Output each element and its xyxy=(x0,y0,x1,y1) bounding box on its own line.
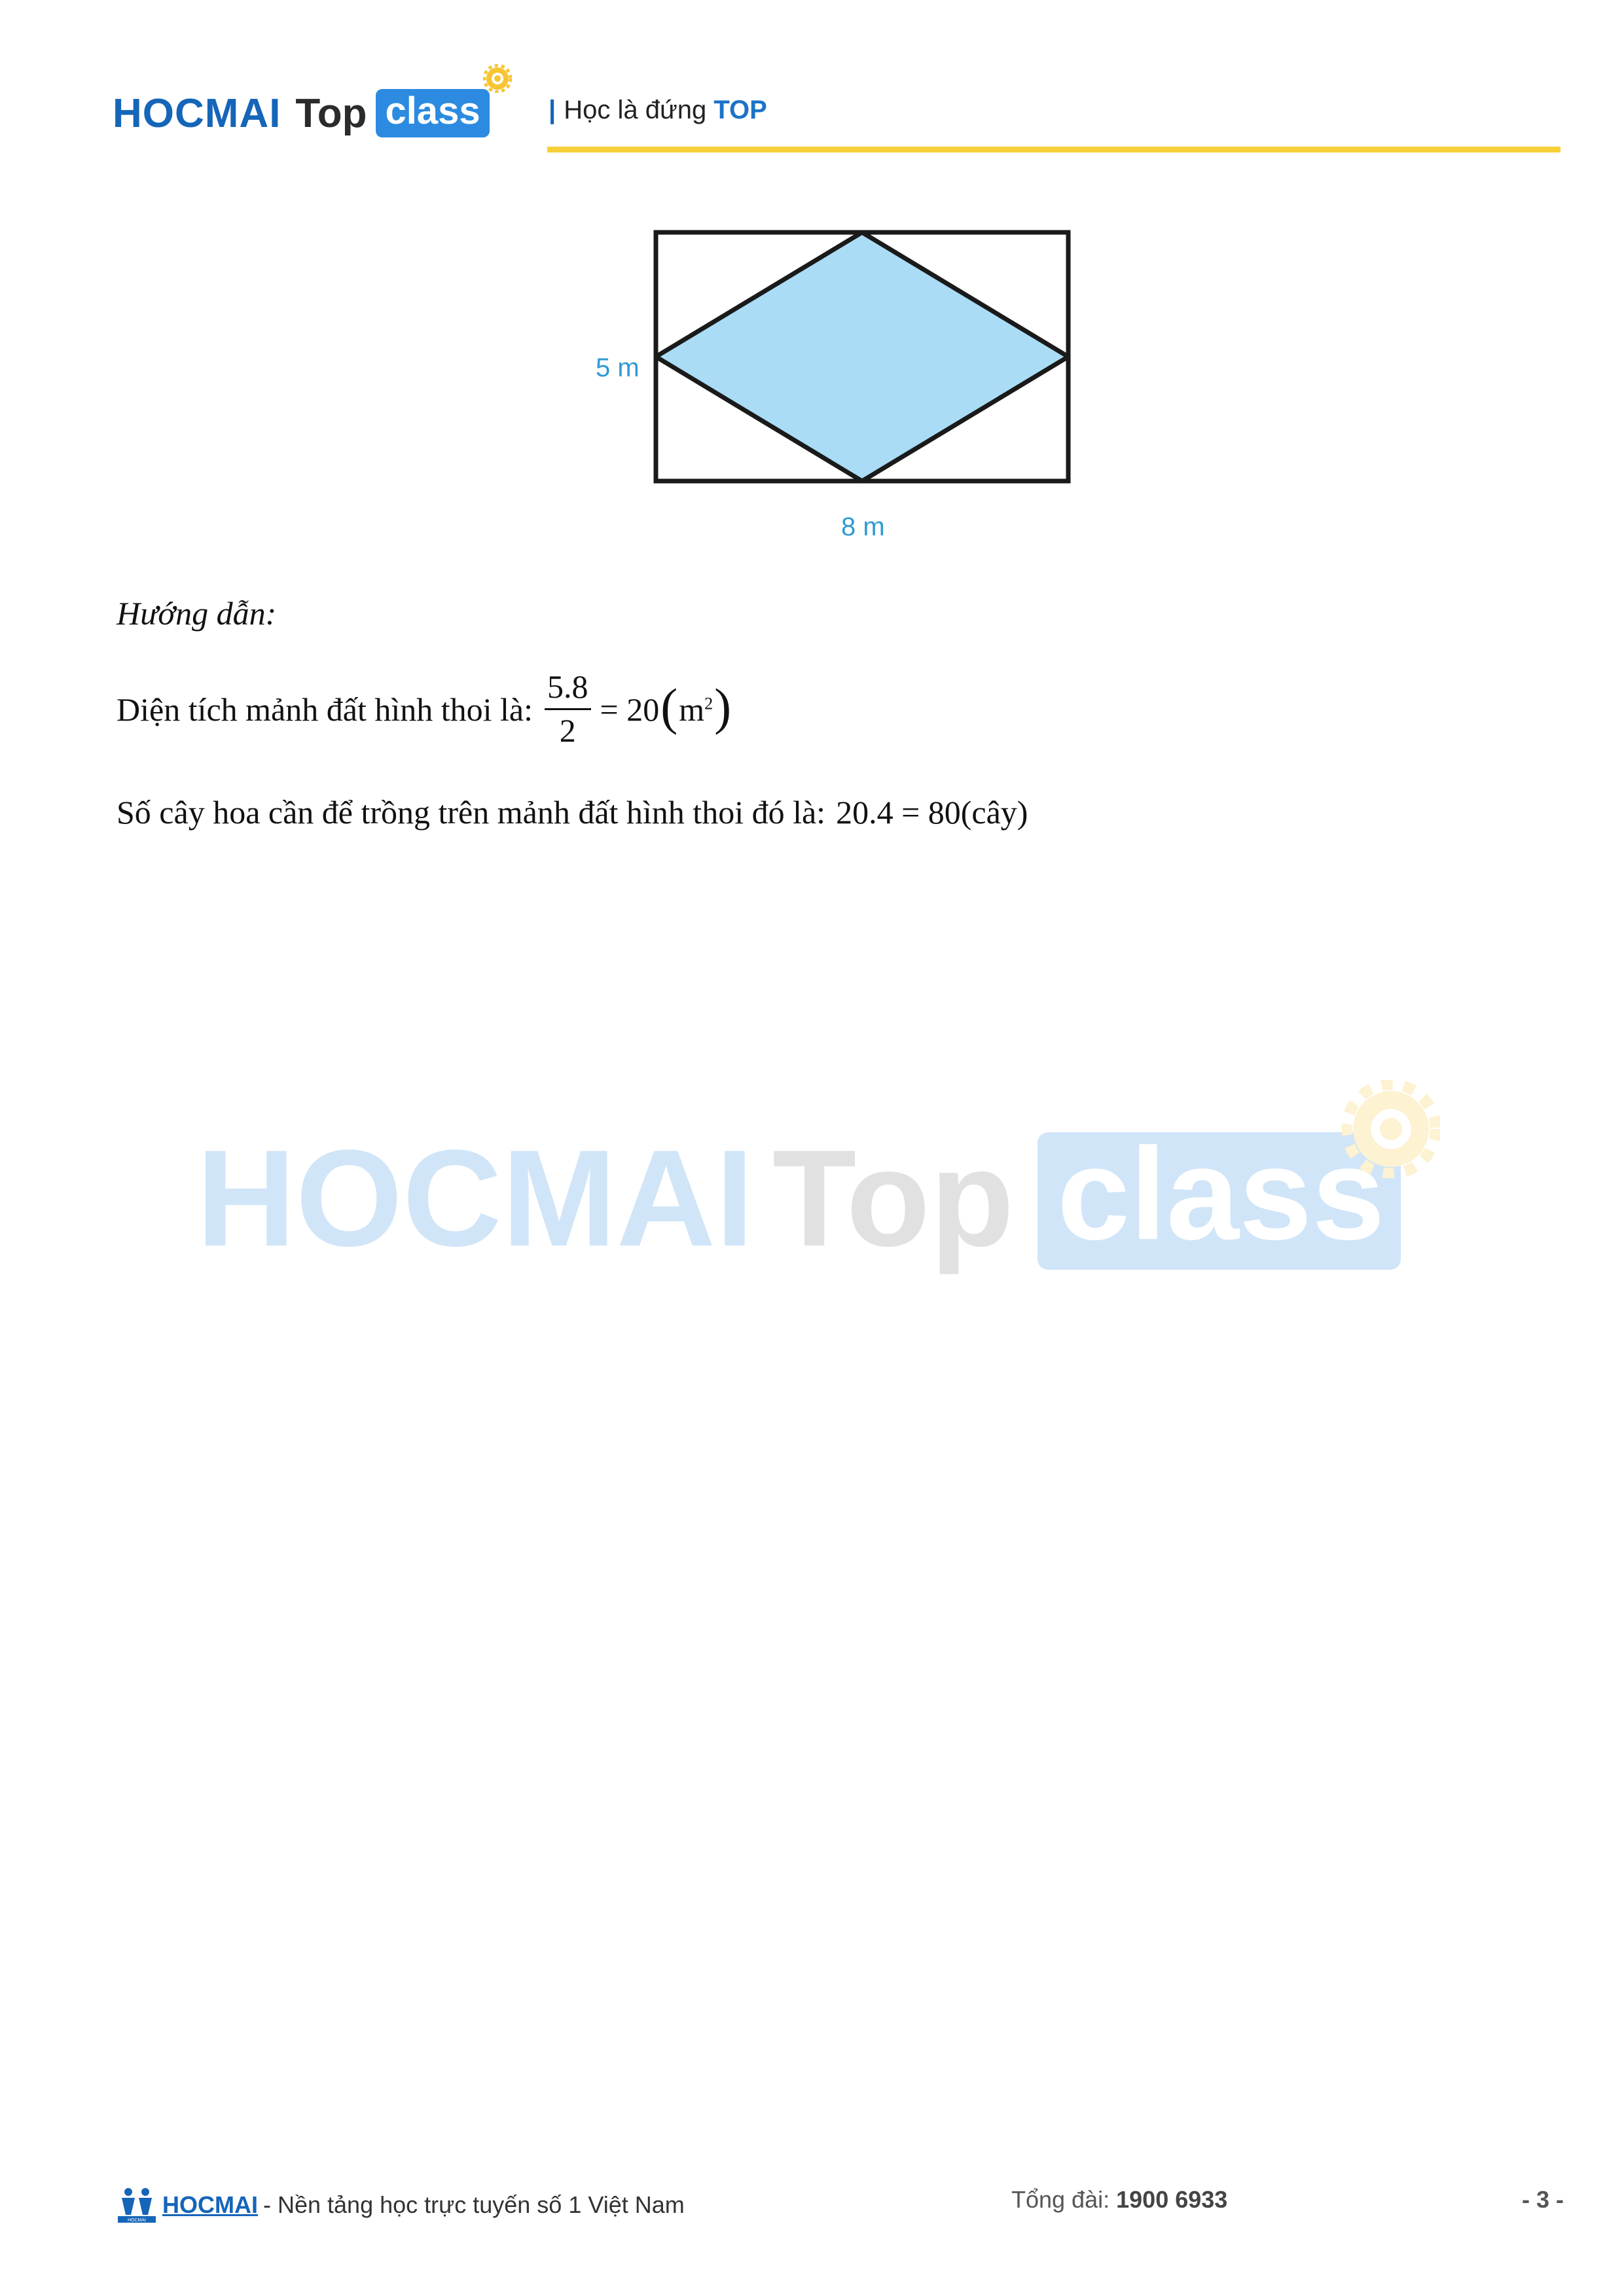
flower-count-text: Số cây hoa cần để trồng trên mảnh đất hình thoi đó là: xyxy=(117,794,826,831)
footer-brand-link[interactable]: HOCMAI xyxy=(162,2191,258,2218)
watermark-gear-icon xyxy=(1342,1080,1440,1178)
tagline-highlight: TOP xyxy=(713,96,767,124)
hotline-label: Tổng đài: xyxy=(1011,2186,1110,2213)
open-paren: ( xyxy=(660,677,678,735)
area-unit-exponent: 2 xyxy=(704,693,713,713)
tagline-divider: | xyxy=(549,96,556,124)
flower-count-expression: 20.4 = 80 xyxy=(836,794,961,831)
watermark-top: Top xyxy=(772,1121,1015,1275)
area-calculation-line xyxy=(117,668,732,751)
logo-class-text: class xyxy=(385,90,480,132)
footer-icon-caption: HOCMAI xyxy=(128,2218,146,2223)
footer-hotline xyxy=(1011,2186,1227,2214)
logo-top-text: Top xyxy=(295,90,367,136)
close-paren: ) xyxy=(714,677,732,735)
header-rule xyxy=(547,147,1561,152)
area-calculation-text: Diện tích mảnh đất hình thoi là: xyxy=(117,691,533,728)
fraction-denominator: 2 xyxy=(559,712,576,749)
header-tagline xyxy=(549,96,767,125)
area-result: = 20 xyxy=(600,691,660,728)
width-label: 8 m xyxy=(841,512,885,541)
area-unit xyxy=(679,691,713,728)
watermark-class: class xyxy=(1057,1121,1385,1267)
area-fraction xyxy=(545,668,591,751)
logo-hocmai-text: HOCMAI xyxy=(113,90,281,136)
page-number: - 3 - xyxy=(1522,2186,1564,2213)
logo-class-badge xyxy=(376,89,489,137)
height-label: 5 m xyxy=(596,353,640,382)
watermark-logo xyxy=(196,1080,1453,1289)
fraction-numerator: 5.8 xyxy=(545,668,591,710)
flower-count-unit: (cây) xyxy=(960,794,1028,831)
hotline-number: 1900 6933 xyxy=(1116,2186,1228,2213)
tagline-prefix: Học là đứng xyxy=(564,96,707,124)
footer-tagline: - Nền tảng học trực tuyến số 1 Việt Nam xyxy=(263,2191,685,2218)
area-unit-base: m xyxy=(679,691,705,728)
hocmai-people-icon xyxy=(117,2186,157,2224)
hocmai-topclass-logo xyxy=(113,77,490,149)
gear-icon xyxy=(483,64,512,93)
solution-heading: Hướng dẫn: xyxy=(117,595,277,632)
footer-brand xyxy=(117,2186,685,2224)
flower-count-line xyxy=(117,793,1028,831)
watermark-hocmai: HOCMAI xyxy=(196,1121,754,1275)
rhombus-shape xyxy=(656,232,1068,481)
rhombus-in-rectangle-figure xyxy=(589,216,1113,563)
